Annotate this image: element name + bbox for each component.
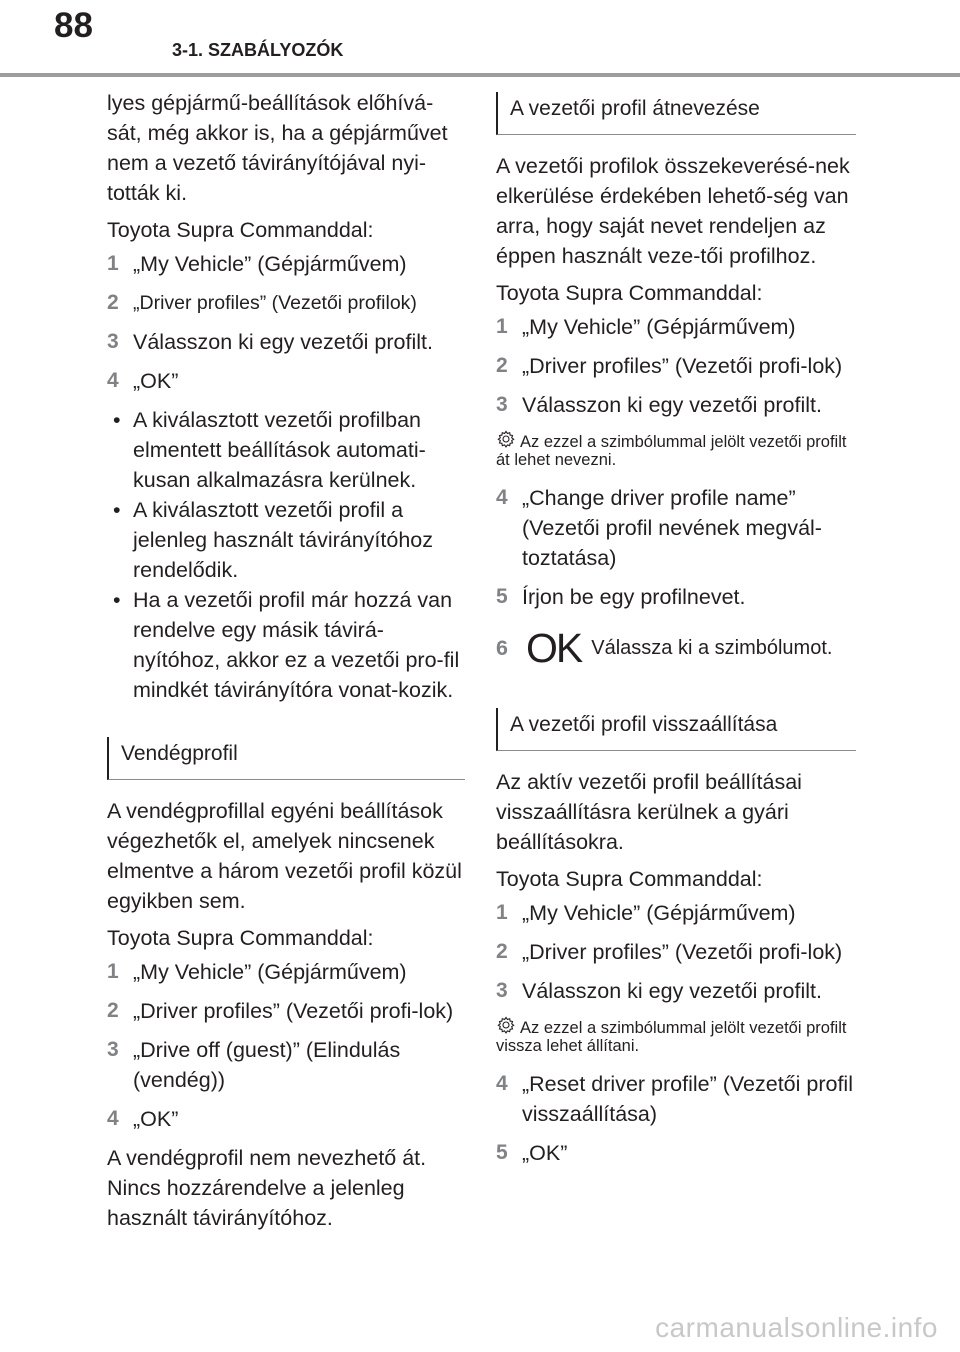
step-text: „Driver profiles” (Vezetői profi-lok) [522, 940, 843, 964]
step-number: 4 [107, 369, 119, 392]
reset-intro: Az aktív vezetői profil beállításai visszaállításra kerülnek a gyári beállításokra. [496, 770, 802, 854]
step-number: 3 [107, 330, 119, 353]
step-number: 2 [107, 999, 119, 1022]
bullet-text: A kiválasztott vezetői profil a jelenleg használt távirányítóhoz rendelődik. [133, 498, 433, 582]
step-text: „My Vehicle” (Gépjárművem) [133, 252, 407, 276]
commanddal-label: Toyota Supra Commanddal: [107, 926, 374, 950]
step-number: 3 [107, 1038, 119, 1061]
left-column [107, 88, 465, 1240]
step-text: „OK” [133, 369, 179, 393]
step-item [107, 996, 465, 1026]
step-number: 3 [496, 979, 508, 1002]
note-text: Az ezzel a szimbólummal jelölt vezetői profilt át lehet nevezni. [496, 433, 847, 469]
step-number: 6 [496, 636, 508, 660]
step-text: „My Vehicle” (Gépjárművem) [133, 960, 407, 984]
step-item [496, 898, 856, 928]
step-number: 4 [496, 1072, 508, 1095]
step-text: „Driver profiles” (Vezetői profilok) [133, 292, 417, 314]
step-item [496, 937, 856, 967]
step-text: Írjon be egy profilnevet. [522, 585, 746, 609]
step-item [496, 1138, 856, 1168]
ok-symbol-icon: OK [526, 625, 582, 671]
step-number: 2 [107, 291, 119, 314]
watermark: carmanualsonline.info [655, 1312, 938, 1343]
step-number: 1 [496, 901, 508, 924]
step-text: „OK” [133, 1107, 179, 1131]
reset-note [496, 1015, 856, 1055]
step-item [496, 312, 856, 342]
bullet-item [107, 495, 465, 585]
ok-step [496, 625, 856, 671]
step-text: „Change driver profile name” (Vezetői profil nevének megvál-toztatása) [522, 486, 822, 570]
step-text: Válasszon ki egy vezetői profilt. [133, 330, 433, 354]
reset-profile-heading: A vezetői profil visszaállítása [496, 708, 856, 751]
gear-icon [496, 1015, 516, 1035]
bullet-dot: • [113, 588, 121, 612]
guest-profile-heading: Vendégprofil [107, 737, 465, 780]
step-item [496, 351, 856, 381]
step-item [107, 288, 465, 318]
step-item [107, 1104, 465, 1134]
step-number: 1 [107, 252, 119, 275]
step-text: „OK” [522, 1141, 568, 1165]
bullet-text: A kiválasztott vezetői profilban elmentett beállítások automati-kusan alkalmazásra kerülnek. [133, 408, 426, 492]
step-number: 5 [496, 585, 508, 608]
note-text: Az ezzel a szimbólummal jelölt vezetői profilt vissza lehet állítani. [496, 1019, 847, 1055]
step-item [496, 976, 856, 1006]
page-number: 88 [54, 6, 93, 45]
step-text: Válasszon ki egy vezetői profilt. [522, 393, 822, 417]
step-text: „Driver profiles” (Vezetői profi-lok) [133, 999, 454, 1023]
step-item [496, 390, 856, 420]
step-text: Válasszon ki egy vezetői profilt. [522, 979, 822, 1003]
guest-outro: A vendégprofil nem nevezhető át. Nincs hozzárendelve a jelenleg használt távirányítóhoz. [107, 1146, 427, 1230]
rename-intro: A vezetői profilok összekeverésé-nek elkerülése érdekében lehető-ség van arra, hogy saját nevet rendeljen az éppen használt veze-tői profilhoz. [496, 154, 850, 268]
section-title: 3-1. SZABÁLYOZÓK [172, 40, 344, 60]
step-item [496, 1069, 856, 1129]
step-item [107, 1035, 465, 1095]
step-number: 5 [496, 1141, 508, 1164]
rename-profile-heading: A vezetői profil átnevezése [496, 92, 856, 135]
bullet-dot: • [113, 498, 121, 522]
step-text: „My Vehicle” (Gépjárművem) [522, 901, 796, 925]
step-item [496, 582, 856, 612]
right-column [496, 92, 856, 1177]
step-text: Válassza ki a szimbólumot. [591, 637, 833, 659]
step-number: 1 [107, 960, 119, 983]
rename-note [496, 429, 856, 469]
step-item [107, 327, 465, 357]
step-number: 1 [496, 315, 508, 338]
intro-paragraph: lyes gépjármű-beállítások előhívá-sát, még akkor is, ha a gépjárművet nem a vezető távirányítójával nyi-tották ki. [107, 91, 448, 205]
commanddal-label: Toyota Supra Commanddal: [107, 218, 374, 242]
step-item [496, 483, 856, 573]
bullet-text: Ha a vezetői profil már hozzá van rendelve egy másik távirá-nyítóhoz, akkor ez a vezetői pro-fil mindkét távirányítóra vonat-kozik. [133, 588, 460, 702]
commanddal-label: Toyota Supra Commanddal: [496, 281, 763, 305]
header-divider [0, 73, 960, 77]
commanddal-label: Toyota Supra Commanddal: [496, 867, 763, 891]
step-item [107, 957, 465, 987]
step-item [107, 366, 465, 396]
page-header [0, 0, 960, 80]
step-number: 2 [496, 354, 508, 377]
step-item [107, 249, 465, 279]
step-text: „Drive off (guest)” (Elindulás (vendég)) [133, 1038, 401, 1092]
bullet-item [107, 405, 465, 495]
step-text: „Driver profiles” (Vezetői profi-lok) [522, 354, 843, 378]
step-text: „My Vehicle” (Gépjárművem) [522, 315, 796, 339]
gear-icon [496, 429, 516, 449]
guest-intro: A vendégprofillal egyéni beállítások végezhetők el, amelyek nincsenek elmentve a három vezetői profil közül egyikben sem. [107, 799, 462, 913]
step-number: 2 [496, 940, 508, 963]
bullet-item [107, 585, 465, 705]
bullet-dot: • [113, 408, 121, 432]
step-text: „Reset driver profile” (Vezetői profil visszaállítása) [522, 1072, 853, 1126]
step-number: 4 [496, 486, 508, 509]
step-number: 4 [107, 1107, 119, 1130]
step-number: 3 [496, 393, 508, 416]
